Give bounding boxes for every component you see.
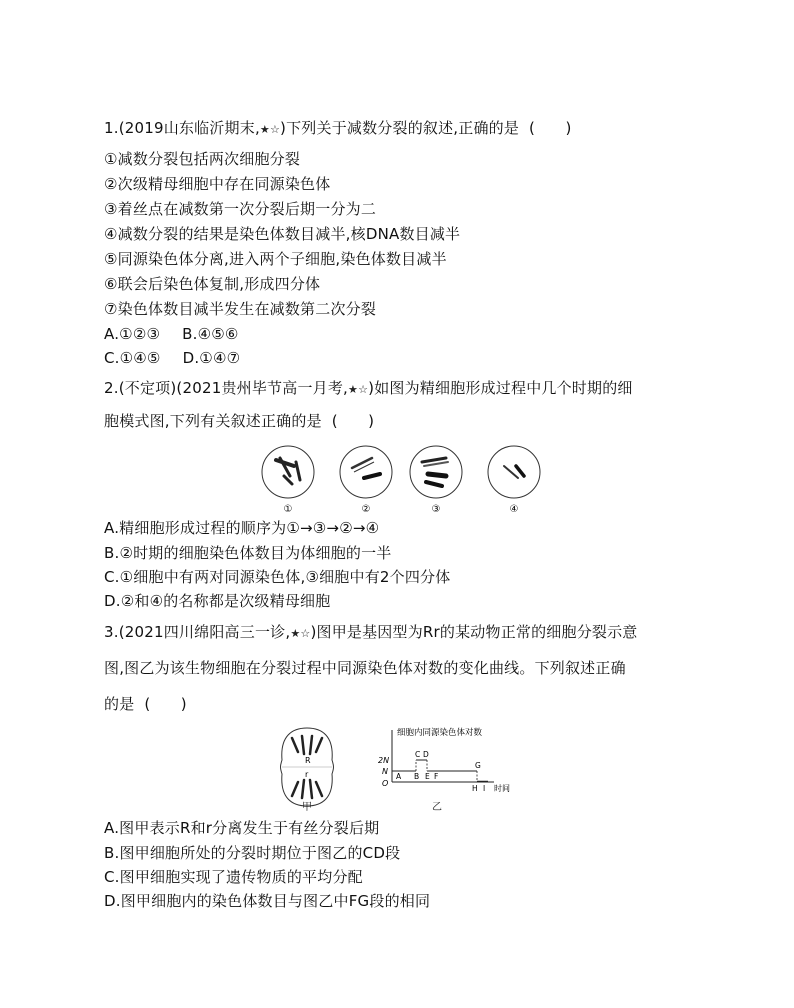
- q1-option-a[interactable]: A.①②③: [104, 325, 161, 343]
- point-I: I: [483, 784, 486, 793]
- x-axis-title: 时间: [494, 784, 510, 793]
- y-tick-2N: 2N: [378, 756, 390, 765]
- point-B: B: [414, 772, 420, 781]
- q2-answer-paren: ( ): [331, 412, 375, 430]
- cell-label: ④: [509, 504, 519, 515]
- q3-option-a[interactable]: A.图甲表示R和r分离发生于有丝分裂后期: [104, 819, 380, 837]
- point-G: G: [475, 761, 481, 770]
- q1-statement: ⑥联会后染色体复制,形成四分体: [104, 275, 321, 293]
- q1-options-row: [104, 324, 239, 344]
- q3-option-d[interactable]: D.图甲细胞内的染色体数目与图乙中FG段的相同: [104, 892, 431, 910]
- y-tick-O: O: [382, 779, 389, 788]
- q2-stem-text: 胞模式图,下列有关叙述正确的是: [104, 412, 322, 430]
- q3-stem: [104, 622, 638, 644]
- y-tick-N: N: [382, 767, 388, 776]
- q1-stem: [104, 118, 572, 140]
- q1-statement: ⑤同源染色体分离,进入两个子细胞,染色体数目减半: [104, 250, 447, 268]
- q3-answer-paren: ( ): [144, 695, 187, 713]
- q3-stem-text: 的是: [104, 695, 135, 713]
- cell-label: ②: [361, 504, 371, 515]
- q2-option-b[interactable]: B.②时期的细胞染色体数目为体细胞的一半: [104, 544, 392, 562]
- point-A: A: [396, 772, 402, 781]
- q2-option-c[interactable]: C.①细胞中有两对同源染色体,③细胞中有2个四分体: [104, 568, 451, 586]
- fig-jia-caption: 甲: [302, 802, 312, 813]
- q2-option-d[interactable]: D.②和④的名称都是次级精母细胞: [104, 592, 331, 610]
- difficulty-star-icon: ★☆: [348, 383, 369, 396]
- point-E: E: [425, 772, 430, 781]
- q2-number: 2.: [104, 379, 119, 397]
- q1-stem-text: )下列关于减数分裂的叙述,正确的是: [280, 119, 520, 137]
- q3-number: 3.: [104, 623, 119, 641]
- cell-4-diagram: [488, 446, 540, 498]
- q1-statement: ④减数分裂的结果是染色体数目减半,核DNA数目减半: [104, 225, 461, 243]
- y-axis-title: 细胞内同源染色体对数: [397, 728, 483, 738]
- q1-statement: ①减数分裂包括两次细胞分裂: [104, 150, 301, 168]
- q2-stem-line2: [104, 411, 374, 431]
- q3-source: (2021四川绵阳高三一诊,: [118, 623, 291, 641]
- cell-1-diagram: [262, 446, 314, 498]
- fig-jia: [276, 726, 338, 808]
- cell-2-diagram: [340, 446, 392, 498]
- q1-option-c[interactable]: C.①④⑤: [104, 349, 161, 367]
- q1-number: 1.: [104, 119, 119, 137]
- q1-statement: ③着丝点在减数第一次分裂后期一分为二: [104, 200, 377, 218]
- q2-stem: [104, 378, 633, 400]
- point-C: C: [415, 750, 421, 759]
- q3-stem-text: )图甲是基因型为Rr的某动物正常的细胞分裂示意: [310, 623, 638, 641]
- q1-source: (2019山东临沂期末,: [118, 119, 260, 137]
- cell-label: ①: [283, 504, 293, 515]
- point-F: F: [434, 772, 439, 781]
- q2-option-a[interactable]: A.精细胞形成过程的顺序为①→③→②→④: [104, 519, 380, 537]
- q3-stem-line2: 图,图乙为该生物细胞在分裂过程中同源染色体对数的变化曲线。下列叙述正确: [104, 659, 626, 677]
- difficulty-star-icon: ★☆: [290, 627, 311, 640]
- q2-cell-figure: [258, 440, 548, 516]
- q2-stem-text: )如图为精细胞形成过程中几个时期的细: [368, 379, 633, 397]
- q1-options-row: [104, 348, 240, 368]
- point-D: D: [423, 750, 429, 759]
- q2-source: (不定项)(2021贵州毕节高一月考,: [118, 379, 349, 397]
- q1-option-b[interactable]: B.④⑤⑥: [182, 325, 239, 343]
- q1-answer-paren: ( ): [529, 119, 572, 137]
- cell-3-diagram: [410, 446, 462, 498]
- q1-statement: ②次级精母细胞中存在同源染色体: [104, 175, 331, 193]
- fig-yi-caption: 乙: [432, 802, 442, 813]
- q3-stem-line3: [104, 694, 187, 714]
- gene-label-r: r: [305, 770, 309, 779]
- cell-label: ③: [431, 504, 441, 515]
- q1-option-d[interactable]: D.①④⑦: [182, 349, 241, 367]
- gene-label-R: R: [305, 756, 311, 765]
- q3-option-b[interactable]: B.图甲细胞所处的分裂时期位于图乙的CD段: [104, 844, 401, 862]
- point-H: H: [472, 784, 478, 793]
- difficulty-star-icon: ★☆: [259, 123, 281, 136]
- q3-option-c[interactable]: C.图甲细胞实现了遗传物质的平均分配: [104, 868, 363, 886]
- fig-yi-chart: [370, 724, 530, 794]
- q1-statement: ⑦染色体数目减半发生在减数第二次分裂: [104, 300, 377, 318]
